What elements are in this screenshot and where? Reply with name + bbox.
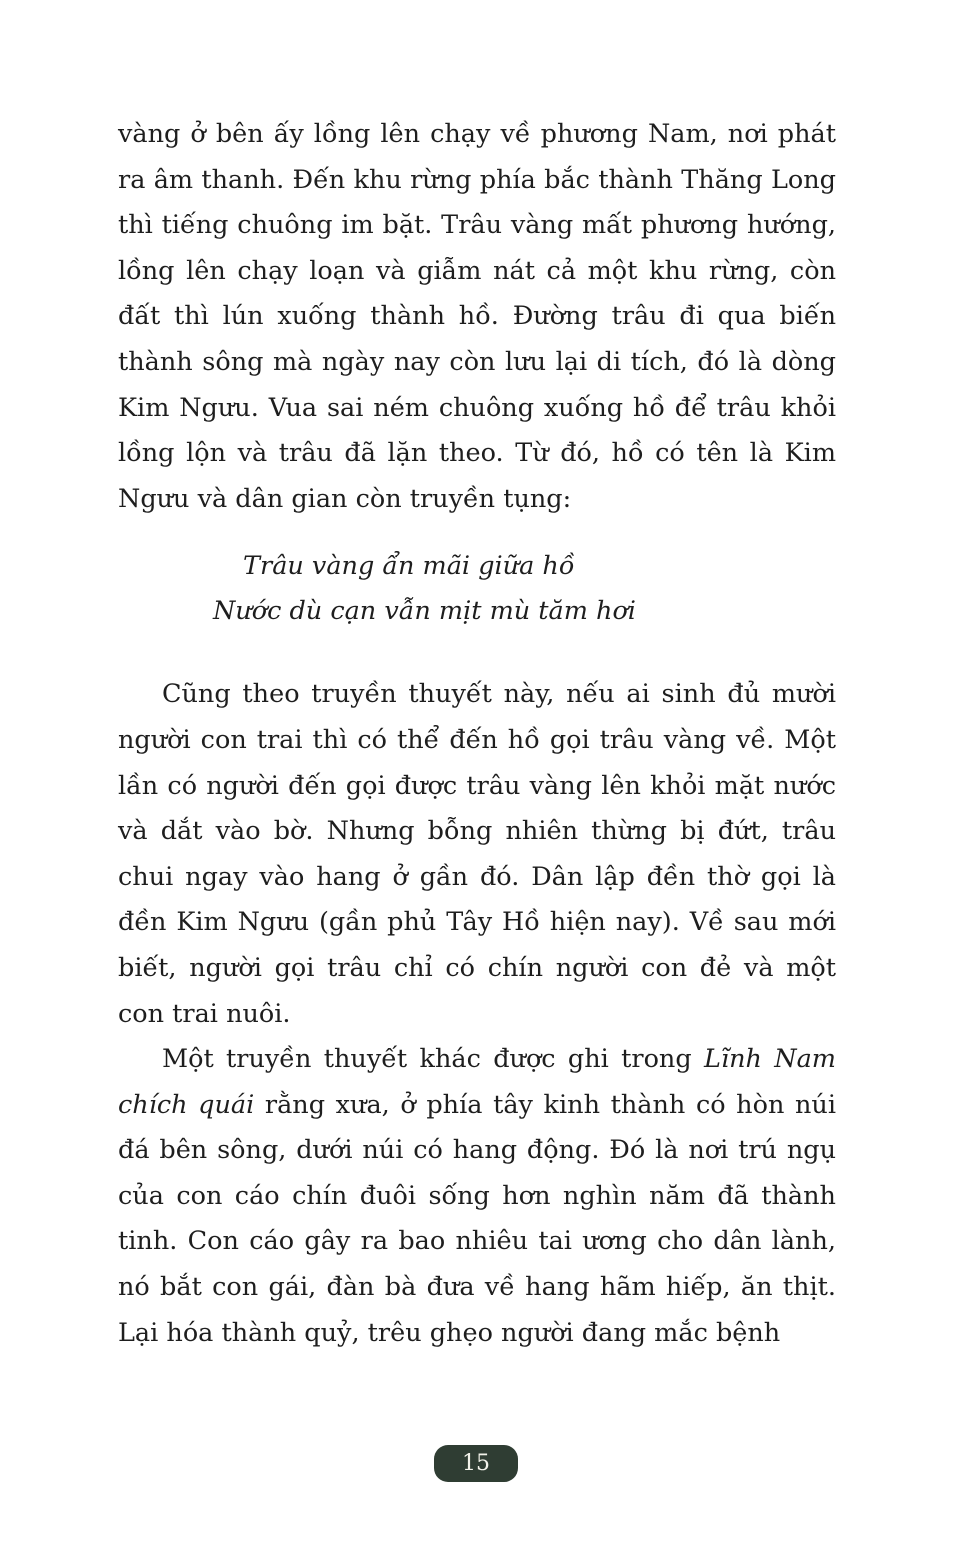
poem-line: Nước dù cạn vẫn mịt mù tăm hơi xyxy=(213,596,636,627)
poem-line: Trâu vàng ẩn mãi giữa hồ xyxy=(243,551,575,582)
page-body xyxy=(118,112,836,1356)
text: rằng xưa, ở phía tây kinh thành có hòn núi đá bên sông, dưới núi có hang động. Đó là nơi trú ngụ của con cáo chín đuôi sống hơn nghìn năm đã thành tinh. Con cáo gây ra bao nhiêu tai ương cho dân lành, nó bắt con gái, đàn bà đưa về hang hãm hiếp, ăn thịt. Lại hóa thành quỷ, trêu ghẹo người đang mắc bệnh xyxy=(118,1089,836,1348)
text: Một truyền thuyết khác được ghi trong xyxy=(162,1044,705,1075)
book-title: Lĩnh Nam chích quái xyxy=(118,1044,836,1120)
paragraph xyxy=(118,1037,836,1356)
page-number-badge: 15 xyxy=(434,1445,518,1482)
paragraph: Cũng theo truyền thuyết này, nếu ai sinh đủ mười người con trai thì có thể đến hồ gọi trâu vàng về. Một lần có người đến gọi được trâu vàng lên khỏi mặt nước và dắt vào bờ. Nhưng bỗng nhiên thừng bị đứt, trâu chui ngay vào hang ở gần đó. Dân lập đền thờ gọi là đền Kim Ngưu (gần phủ Tây Hồ hiện nay). Về sau mới biết, người gọi trâu chỉ có chín người con đẻ và một con trai nuôi. xyxy=(118,679,836,1029)
poem xyxy=(118,544,836,634)
paragraph: vàng ở bên ấy lồng lên chạy về phương Nam, nơi phát ra âm thanh. Đến khu rừng phía bắc thành Thăng Long thì tiếng chuông im bặt. Trâu vàng mất phương hướng, lồng lên chạy loạn và giẫm nát cả một khu rừng, còn đất thì lún xuống thành hồ. Đường trâu đi qua biến thành sông mà ngày nay còn lưu lại di tích, đó là dòng Kim Ngưu. Vua sai ném chuông xuống hồ để trâu khỏi lồng lộn và trâu đã lặn theo. Từ đó, hồ có tên là Kim Ngưu và dân gian còn truyền tụng: xyxy=(118,119,836,514)
